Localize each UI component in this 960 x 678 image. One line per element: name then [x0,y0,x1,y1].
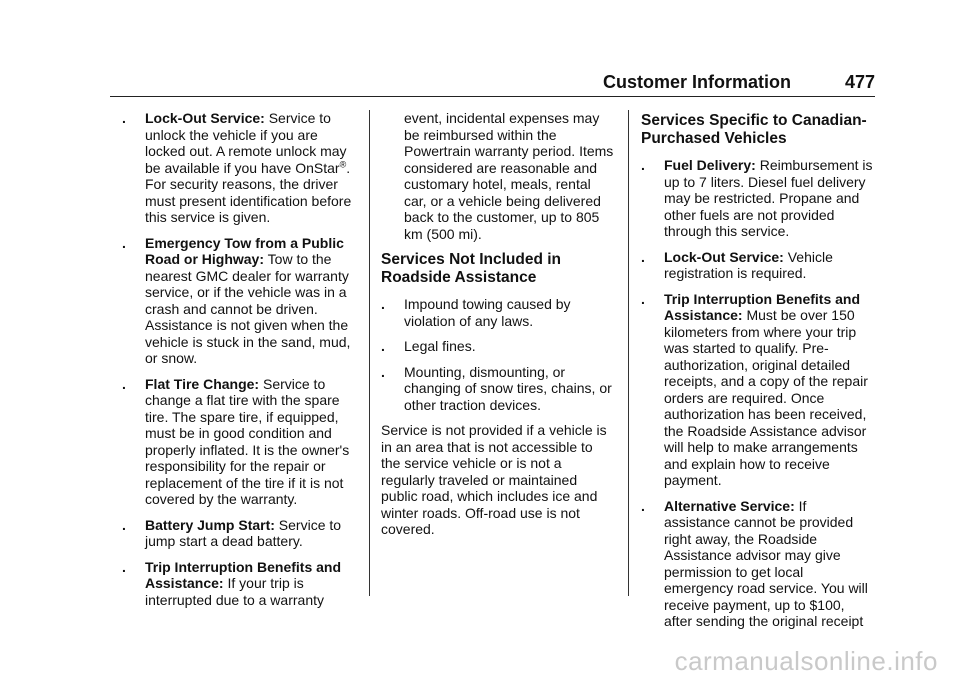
bullet: . [641,290,645,307]
registered-mark: ® [339,158,347,169]
list-item-emergency-tow [122,235,357,367]
item-text: Reimbursement is up to 7 liters. Diesel fuel delivery may be restricted. Propane and other fuels are not provided through this service. [664,157,873,239]
section-heading-canadian-services: Services Specific to Canadian-Purchased Vehicles [641,112,867,147]
bullet: . [381,338,385,354]
item-label: Fuel Delivery: [664,157,756,173]
section-heading-services-not-included: Services Not Included in Roadside Assistance [381,251,562,286]
bullet: . [641,248,645,265]
watermark: carmanualsonline.info [674,646,938,676]
item-text: Vehicle registration is required. [664,248,833,281]
item-text: Tow to the nearest GMC dealer for warranty service, or if the vehicle was in a crash and cannot be driven. Assistance is not given when the vehicle is stuck in the sand, mud, or snow. [145,251,351,366]
item-text: Service to unlock the vehicle if you are locked out. A remote unlock may be available if you have OnStar [145,110,347,176]
item-label: Lock-Out Service: [145,110,265,126]
item-label: Flat Tire Change: [145,375,260,392]
column-1 [122,110,357,617]
bullet: . [122,234,126,251]
column-divider-1 [369,110,370,596]
item-label: Trip Interruption Benefits and Assistance: [145,558,342,591]
item-label: Emergency Tow from a Public Road or Highway: [145,234,344,267]
list-item [381,338,616,355]
list-item-flat-tire-change [122,376,357,508]
item-label: Trip Interruption Benefits and Assistance: [664,290,861,323]
page-number: 477 [844,72,875,92]
page-header [110,70,875,97]
item-text: Service to jump start a dead battery. [145,516,342,549]
item-text: If assistance cannot be provided right away, the Roadside Assistance advisor may give permission to get local emergency road service. You will receive payment, up to $100, after sending the original receipt [664,497,868,629]
bullet: . [122,516,126,533]
column-2 [381,110,616,547]
list-item-trip-interruption [122,559,357,609]
item-text: Must be over 150 kilometers from where your trip was started to qualify. Pre-authorization, original detailed receipts, and a copy of the repair orders are required. Once authorization has been received, the Roadside Assistance advisor will help to make arrangements and explain how to receive payment. [664,307,868,488]
item-text: Mounting, dismounting, or changing of snow tires, chains, or other traction devices. [404,363,612,413]
column-3 [641,110,876,639]
item-text: Legal fines. [404,338,476,354]
bullet: . [381,363,385,380]
bullet: . [381,296,385,312]
bullet: . [122,375,126,392]
list-item-trip-interruption [641,291,876,489]
trip-interruption-continued: event, incidental expenses may be reimbursed within the Powertrain warranty period. Items considered are reasonable and customary hotel, meals, rental car, or a vehicle being delivered back to the customer, up to 805 km (500 mi). [404,110,614,242]
bullet: . [641,157,645,173]
column-divider-2 [628,110,629,596]
bullet: . [122,110,126,126]
section-title: Customer Information [602,72,791,92]
list-item [381,296,616,329]
item-label: Lock-Out Service: [664,248,784,265]
paragraph-not-provided: Service is not provided if a vehicle is in an area that is not accessible to the service vehicle or is not a regularly traveled or maintained public road, which includes ice and winter roads. Off-road use is not covered. [381,422,607,537]
list-item-fuel-delivery [641,157,876,240]
list-item [381,364,616,414]
list-item-lockout-service [122,110,357,226]
list-item-alternative-service [641,498,876,630]
bullet: . [641,497,645,514]
item-text: Impound towing caused by violation of any laws. [404,296,571,329]
item-label: Battery Jump Start: [145,516,275,533]
item-text: Service to change a flat tire with the spare tire. The spare tire, if equipped, must be in good condition and properly inflated. It is the owner's responsibility for the repair or replacement of the tire if it is not covered by the warranty. [145,375,350,507]
item-text-continued: . For security reasons, the driver must present identification before this service is given. [145,159,352,225]
item-text: If your trip is interrupted due to a warranty [145,575,324,608]
list-item-battery-jump-start [122,517,357,550]
item-label: Alternative Service: [664,497,795,514]
list-item-lockout-service [641,249,876,282]
bullet: . [122,558,126,575]
